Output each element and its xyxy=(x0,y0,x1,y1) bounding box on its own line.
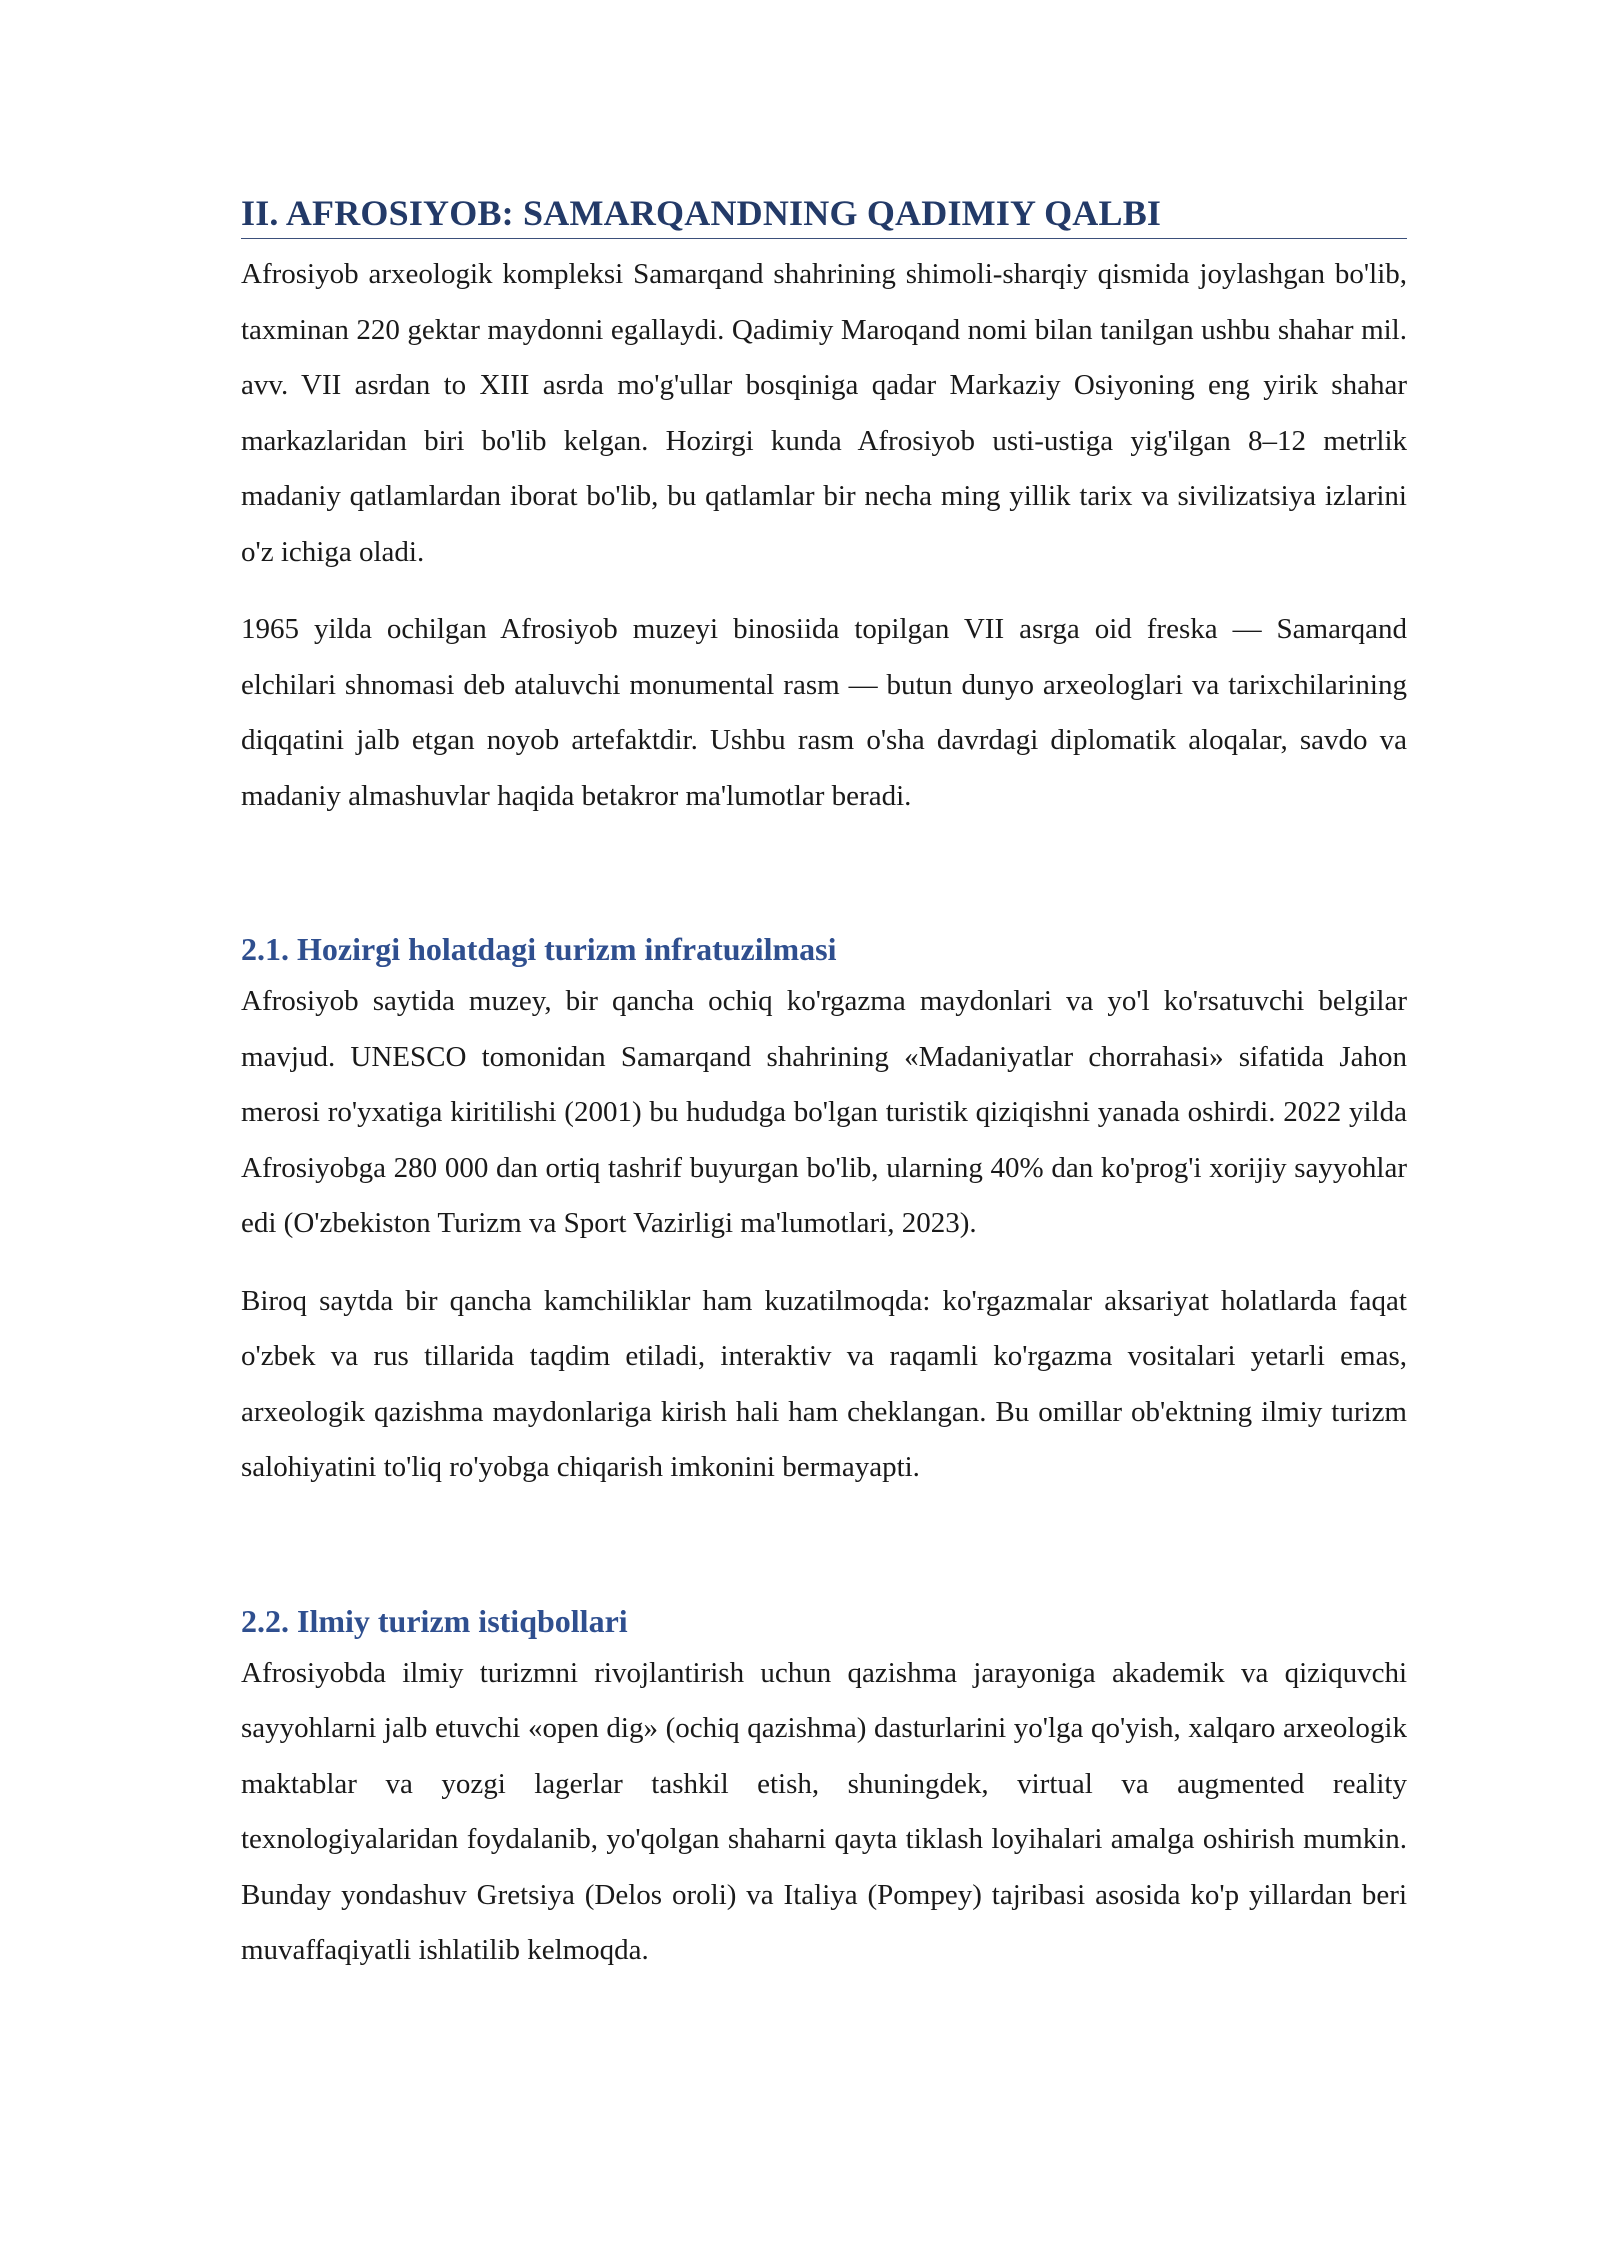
section-tourism-infrastructure xyxy=(241,924,1407,1496)
section-title: 2.1. Hozirgi holatdagi turizm infratuzilmasi xyxy=(241,931,837,967)
section-title: 2.2. Ilmiy turizm istiqbollari xyxy=(241,1602,628,1639)
section-paragraph: Afrosiyob saytida muzey, bir qancha ochiq ko'rgazma maydonlari va yo'l ko'rsatuvchi belgilar mavjud. UNESCO tomonidan Samarqand shahrining «Madaniyatlar chorrahasi» sifatida Jahon merosi ro'yxatiga kiritilishi (2001) bu hududga bo'lgan turistik qiziqishni yanada oshirdi. 2022 yilda Afrosiyobga 280 000 dan ortiq tashrif buyurgan bo'lib, ularning 40% dan ko'prog'i xorijiy sayyohlar edi (O'zbekiston Turizm va Sport Vazirligi ma'lumotlari, 2023). xyxy=(241,985,1407,1239)
document-page xyxy=(241,190,1407,1979)
section-scientific-tourism-prospects xyxy=(241,1596,1407,1979)
section-paragraph: Biroq saytda bir qancha kamchiliklar ham kuzatilmoqda: ko'rgazmalar aksariyat holatlarda faqat o'zbek va rus tillarida taqdim etiladi, interaktiv va raqamli ko'rgazma vositalari yetarli emas, arxeologik qazishma maydonlariga kirish hali ham cheklangan. Bu omillar ob'ektning ilmiy turizm salohiyatini to'liq ro'yobga chiqarish imkonini bermayapti. xyxy=(241,1284,1407,1483)
section-paragraph: Afrosiyobda ilmiy turizmni rivojlantirish uchun qazishma jarayoniga akademik va qiziquvchi sayyohlarni jalb etuvchi «open dig» (ochiq qazishma) dasturlarini yo'lga qo'yish, xalqaro arxeologik maktablar va yozgi lagerlar tashkil etish, shuningdek, virtual va augmented reality texnologiyalaridan foydalanib, yo'qolgan shaharni qayta tiklash loyihalari amalga oshirish mumkin. Bunday yondashuv Gretsiya (Delos oroli) va Italiya (Pompey) tajribasi asosida ko'p yillardan beri muvaffaqiyatli ishlatilib kelmoqda. xyxy=(241,1656,1407,1966)
chapter-paragraph: 1965 yilda ochilgan Afrosiyob muzeyi binosiida topilgan VII asrga oid freska — Samarqand elchilari shnomasi deb ataluvchi monumental rasm — butun dunyo arxeologlari va tarixchilarining diqqatini jalb etgan noyob artefaktdir. Ushbu rasm o'sha davrdagi diplomatik aloqalar, savdo va madaniy almashuvlar haqida betakror ma'lumotlar beradi. xyxy=(241,613,1407,812)
chapter-paragraph: Afrosiyob arxeologik kompleksi Samarqand shahrining shimoli-sharqiy qismida joylashgan bo'lib, taxminan 220 gektar maydonni egallaydi. Qadimiy Maroqand nomi bilan tanilgan ushbu shahar mil. avv. VII asrdan to XIII asrda mo'g'ullar bosqiniga qadar Markaziy Osiyoning eng yirik shahar markazlaridan biri bo'lib kelgan. Hozirgi kunda Afrosiyob usti-ustiga yig'ilgan 8–12 metrlik madaniy qatlamlardan iborat bo'lib, bu qatlamlar bir necha ming yillik tarix va sivilizatsiya izlarini o'z ichiga oladi. xyxy=(241,258,1407,568)
chapter-title: II. AFROSIYOB: SAMARQANDNING QADIMIY QALBI xyxy=(241,190,1407,239)
